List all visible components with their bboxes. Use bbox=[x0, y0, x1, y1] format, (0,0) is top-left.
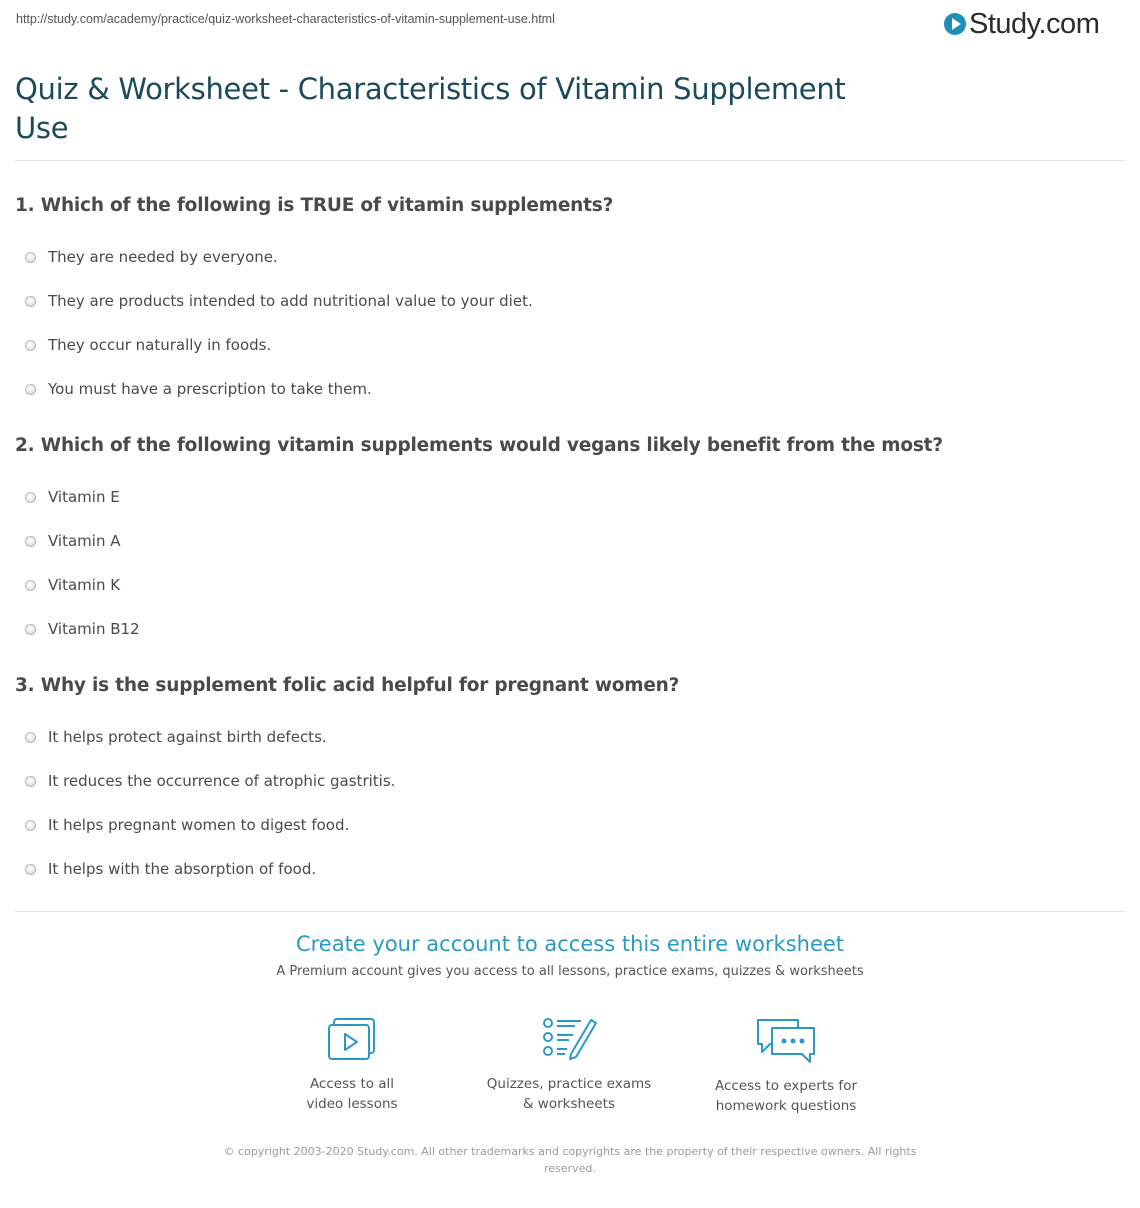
feature-label: Quizzes, practice exams & worksheets bbox=[486, 1076, 652, 1112]
feature-experts bbox=[686, 1016, 886, 1116]
answer-option[interactable] bbox=[25, 563, 1125, 607]
answer-option[interactable] bbox=[25, 235, 1125, 279]
answer-option[interactable] bbox=[25, 715, 1125, 759]
question-text: 3. Why is the supplement folic acid helpful for pregnant women? bbox=[15, 675, 680, 696]
answer-label: They are products intended to add nutritional value to your diet. bbox=[48, 292, 533, 310]
radio-button[interactable] bbox=[25, 340, 36, 351]
answer-label: They are needed by everyone. bbox=[48, 248, 278, 266]
radio-button[interactable] bbox=[25, 384, 36, 395]
radio-button[interactable] bbox=[25, 536, 36, 547]
logo-text: Study.com bbox=[969, 7, 1100, 40]
feature-quizzes bbox=[469, 1016, 669, 1114]
radio-button[interactable] bbox=[25, 864, 36, 875]
answer-option[interactable] bbox=[25, 803, 1125, 847]
page-title: Quiz & Worksheet - Characteristics of Vitamin Supplement Use bbox=[15, 72, 846, 145]
answer-option[interactable] bbox=[25, 759, 1125, 803]
answer-option[interactable] bbox=[25, 847, 1125, 891]
radio-button[interactable] bbox=[25, 296, 36, 307]
question-2 bbox=[15, 431, 1125, 651]
answer-label: You must have a prescription to take them. bbox=[48, 380, 372, 398]
answer-label: It helps with the absorption of food. bbox=[48, 860, 317, 878]
answer-label: It helps pregnant women to digest food. bbox=[48, 816, 350, 834]
answer-option[interactable] bbox=[25, 279, 1125, 323]
divider bbox=[15, 911, 1125, 912]
question-3 bbox=[15, 671, 1125, 891]
radio-button[interactable] bbox=[25, 580, 36, 591]
copyright-notice: © copyright 2003-2020 Study.com. All other trademarks and copyrights are the property of their respective owners. All rights reserved. bbox=[223, 1145, 917, 1175]
feature-label: Access to experts for homework questions bbox=[714, 1078, 857, 1114]
page-url: http://study.com/academy/practice/quiz-worksheet-characteristics-of-vitamin-supplement-use.html bbox=[16, 12, 555, 26]
radio-button[interactable] bbox=[25, 732, 36, 743]
answer-label: It reduces the occurrence of atrophic gastritis. bbox=[48, 772, 396, 790]
question-text: 1. Which of the following is TRUE of vitamin supplements? bbox=[15, 195, 614, 216]
video-lessons-icon bbox=[326, 1016, 378, 1062]
create-account-link[interactable]: Create your account to access this entire worksheet bbox=[295, 932, 845, 956]
answer-label: It helps protect against birth defects. bbox=[48, 728, 327, 746]
answer-option[interactable] bbox=[25, 519, 1125, 563]
answer-label: They occur naturally in foods. bbox=[48, 336, 272, 354]
radio-button[interactable] bbox=[25, 624, 36, 635]
study-logo[interactable] bbox=[944, 6, 1099, 42]
answer-option[interactable] bbox=[25, 607, 1125, 651]
answer-option[interactable] bbox=[25, 323, 1125, 367]
answer-label: Vitamin B12 bbox=[48, 620, 140, 638]
quiz-checklist-icon bbox=[541, 1016, 597, 1062]
radio-button[interactable] bbox=[25, 776, 36, 787]
radio-button[interactable] bbox=[25, 820, 36, 831]
answer-label: Vitamin K bbox=[48, 576, 121, 594]
feature-video-lessons bbox=[252, 1016, 452, 1114]
answer-option[interactable] bbox=[25, 367, 1125, 411]
premium-subtitle: A Premium account gives you access to all lessons, practice exams, quizzes & worksheets bbox=[276, 964, 864, 979]
answer-label: Vitamin A bbox=[48, 532, 121, 550]
question-1 bbox=[15, 191, 1125, 411]
chat-bubbles-icon bbox=[754, 1016, 818, 1064]
question-text: 2. Which of the following vitamin supplements would vegans likely benefit from the most? bbox=[15, 435, 943, 456]
answer-label: Vitamin E bbox=[48, 488, 120, 506]
answer-option[interactable] bbox=[25, 475, 1125, 519]
feature-label: Access to all video lessons bbox=[306, 1076, 398, 1112]
play-logo-icon bbox=[944, 13, 966, 35]
radio-button[interactable] bbox=[25, 252, 36, 263]
radio-button[interactable] bbox=[25, 492, 36, 503]
divider bbox=[15, 160, 1125, 161]
